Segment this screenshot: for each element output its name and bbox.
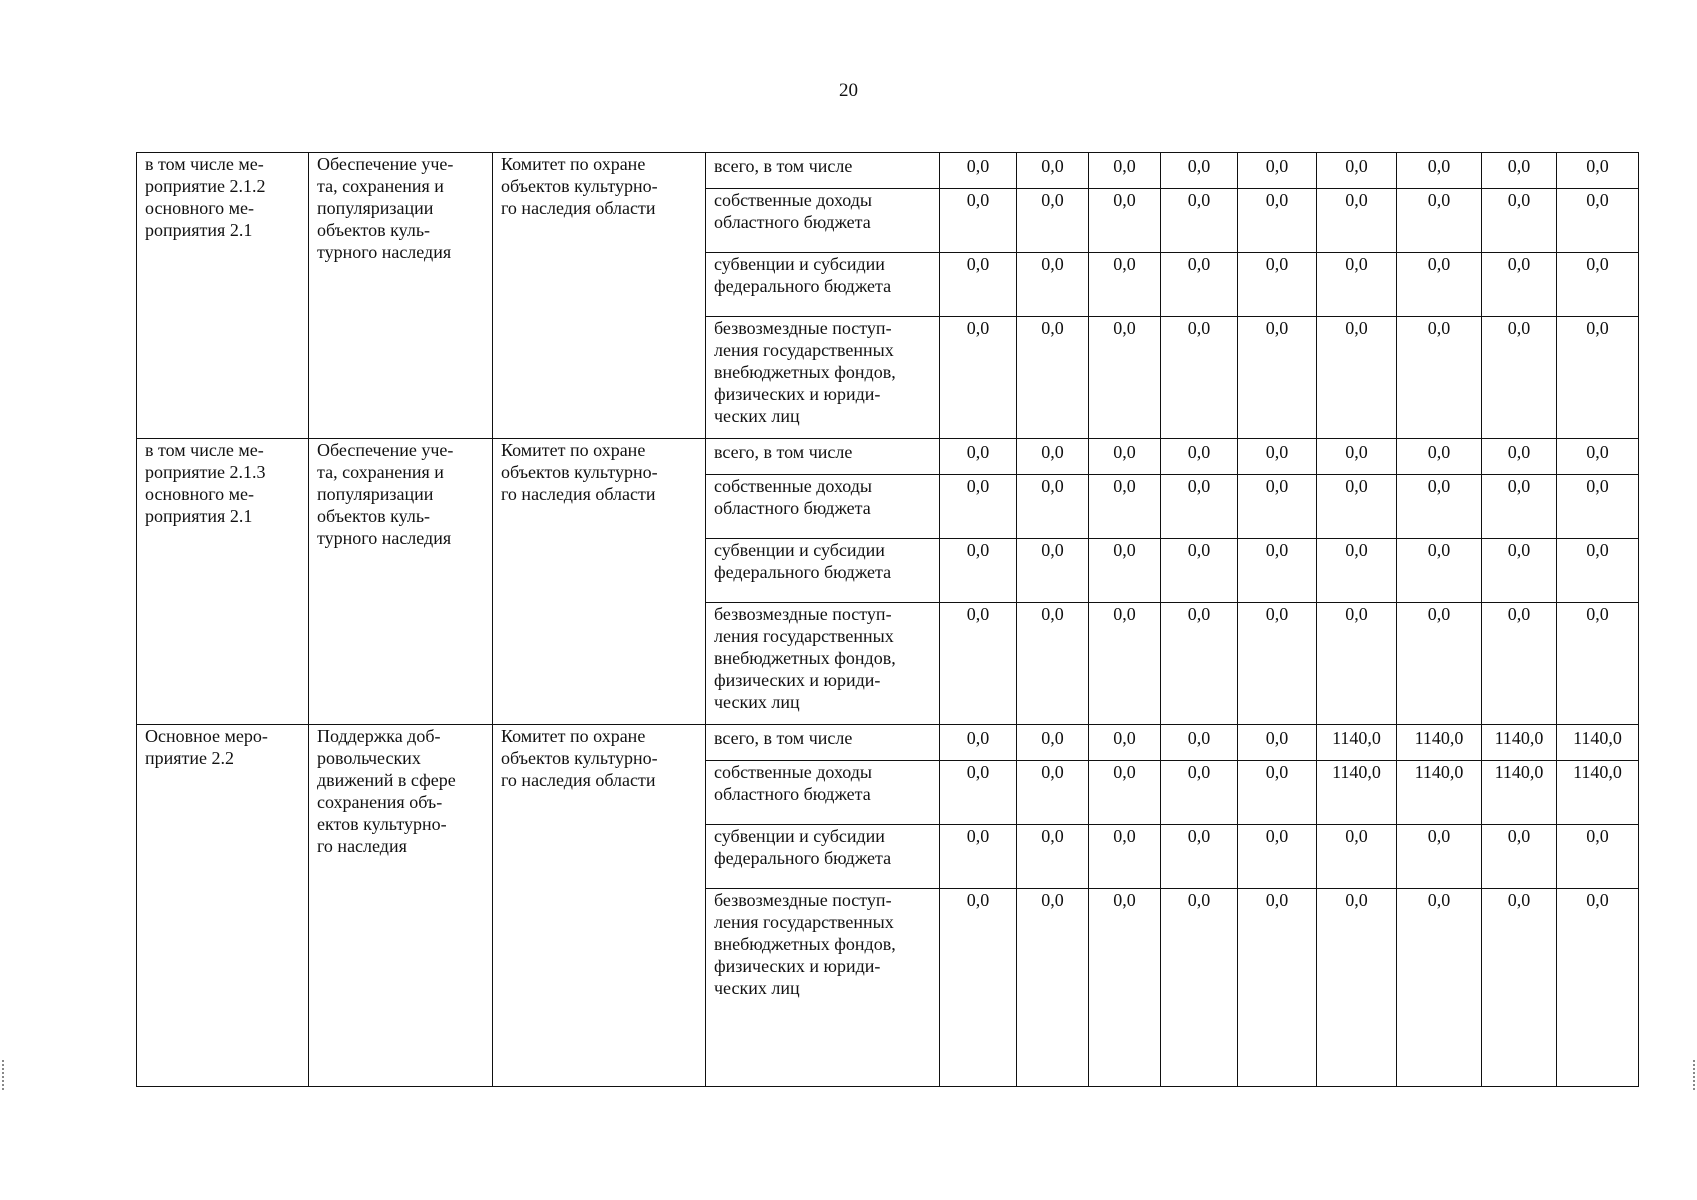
value-cell: 0,0 <box>1161 439 1238 475</box>
executor-cell: Комитет по охране объектов культурно- го наследия области <box>493 725 706 1087</box>
value-cell: 0,0 <box>940 253 1017 317</box>
table-row <box>137 725 1639 761</box>
value-cell: 1140,0 <box>1482 761 1557 825</box>
value-cell: 0,0 <box>1238 439 1317 475</box>
value-cell: 0,0 <box>1161 603 1238 725</box>
value-cell: 0,0 <box>1482 439 1557 475</box>
value-cell: 0,0 <box>1161 761 1238 825</box>
value-cell: 0,0 <box>1557 889 1639 1087</box>
value-cell: 0,0 <box>1161 539 1238 603</box>
value-cell: 0,0 <box>1482 475 1557 539</box>
measure-description-cell: Поддержка доб- ровольческих движений в сфере сохранения объ- ектов культурно- го наследия <box>309 725 493 1087</box>
measure-name-cell: в том числе ме- роприятие 2.1.2 основного ме- роприятия 2.1 <box>137 153 309 439</box>
value-cell: 0,0 <box>1317 889 1397 1087</box>
value-cell: 1140,0 <box>1317 725 1397 761</box>
measure-description-cell: Обеспечение уче- та, сохранения и популяризации объектов куль- турного наследия <box>309 439 493 725</box>
value-cell: 0,0 <box>1397 439 1482 475</box>
funding-source-cell: собственные доходы областного бюджета <box>706 189 940 253</box>
value-cell: 0,0 <box>1238 253 1317 317</box>
funding-source-cell: субвенции и субсидии федерального бюджета <box>706 539 940 603</box>
value-cell: 0,0 <box>1089 475 1161 539</box>
executor-cell: Комитет по охране объектов культурно- го наследия области <box>493 153 706 439</box>
value-cell: 0,0 <box>1017 603 1089 725</box>
value-cell: 0,0 <box>1089 189 1161 253</box>
value-cell: 0,0 <box>940 475 1017 539</box>
value-cell: 0,0 <box>940 317 1017 439</box>
value-cell: 0,0 <box>940 153 1017 189</box>
value-cell: 0,0 <box>1238 153 1317 189</box>
value-cell: 0,0 <box>1161 253 1238 317</box>
value-cell: 0,0 <box>1482 603 1557 725</box>
value-cell: 0,0 <box>1089 153 1161 189</box>
value-cell: 0,0 <box>1482 189 1557 253</box>
value-cell: 0,0 <box>1317 153 1397 189</box>
value-cell: 0,0 <box>1017 153 1089 189</box>
funding-source-cell: безвозмездные поступ- ления государственных внебюджетных фондов, физических и юриди- ческих лиц <box>706 603 940 725</box>
value-cell: 0,0 <box>1238 475 1317 539</box>
page-number: 20 <box>839 80 858 101</box>
value-cell: 0,0 <box>1017 189 1089 253</box>
value-cell: 0,0 <box>1557 189 1639 253</box>
value-cell: 0,0 <box>1161 889 1238 1087</box>
value-cell: 0,0 <box>1161 317 1238 439</box>
value-cell: 0,0 <box>1238 825 1317 889</box>
table-row <box>137 153 1639 189</box>
value-cell: 0,0 <box>1317 825 1397 889</box>
value-cell: 0,0 <box>1317 189 1397 253</box>
value-cell: 0,0 <box>1089 439 1161 475</box>
value-cell: 0,0 <box>1397 539 1482 603</box>
value-cell: 0,0 <box>1017 889 1089 1087</box>
value-cell: 0,0 <box>940 761 1017 825</box>
value-cell: 0,0 <box>1557 439 1639 475</box>
value-cell: 0,0 <box>1397 603 1482 725</box>
value-cell: 0,0 <box>1317 253 1397 317</box>
funding-source-cell: безвозмездные поступ- ления государственных внебюджетных фондов, физических и юриди- ческих лиц <box>706 317 940 439</box>
value-cell: 0,0 <box>940 825 1017 889</box>
value-cell: 0,0 <box>940 725 1017 761</box>
value-cell: 0,0 <box>1482 825 1557 889</box>
value-cell: 1140,0 <box>1317 761 1397 825</box>
value-cell: 0,0 <box>1397 317 1482 439</box>
value-cell: 1140,0 <box>1557 725 1639 761</box>
value-cell: 0,0 <box>1557 603 1639 725</box>
value-cell: 0,0 <box>1238 889 1317 1087</box>
table-row <box>137 439 1639 475</box>
funding-source-cell: собственные доходы областного бюджета <box>706 475 940 539</box>
left-edge-mark <box>2 1060 4 1090</box>
value-cell: 0,0 <box>1161 189 1238 253</box>
value-cell: 0,0 <box>1317 475 1397 539</box>
funding-source-cell: безвозмездные поступ- ления государственных внебюджетных фондов, физических и юриди- ческих лиц <box>706 889 940 1087</box>
value-cell: 0,0 <box>1161 475 1238 539</box>
value-cell: 0,0 <box>1557 317 1639 439</box>
value-cell: 0,0 <box>940 603 1017 725</box>
value-cell: 1140,0 <box>1397 725 1482 761</box>
value-cell: 0,0 <box>1482 317 1557 439</box>
funding-source-cell: субвенции и субсидии федерального бюджета <box>706 253 940 317</box>
value-cell: 0,0 <box>1017 539 1089 603</box>
value-cell: 0,0 <box>1017 825 1089 889</box>
value-cell: 0,0 <box>1482 889 1557 1087</box>
value-cell: 0,0 <box>1017 761 1089 825</box>
value-cell: 0,0 <box>1017 317 1089 439</box>
value-cell: 0,0 <box>1089 761 1161 825</box>
value-cell: 0,0 <box>1238 725 1317 761</box>
value-cell: 1140,0 <box>1397 761 1482 825</box>
table-body <box>137 153 1639 1087</box>
value-cell: 0,0 <box>1161 725 1238 761</box>
value-cell: 0,0 <box>940 889 1017 1087</box>
value-cell: 0,0 <box>1089 603 1161 725</box>
value-cell: 0,0 <box>1017 253 1089 317</box>
value-cell: 0,0 <box>1089 889 1161 1087</box>
value-cell: 0,0 <box>1238 189 1317 253</box>
value-cell: 0,0 <box>1397 889 1482 1087</box>
value-cell: 0,0 <box>1397 253 1482 317</box>
value-cell: 0,0 <box>1557 153 1639 189</box>
value-cell: 0,0 <box>1017 725 1089 761</box>
value-cell: 0,0 <box>1089 825 1161 889</box>
value-cell: 0,0 <box>1397 825 1482 889</box>
value-cell: 0,0 <box>1317 439 1397 475</box>
value-cell: 0,0 <box>1482 539 1557 603</box>
value-cell: 0,0 <box>1557 253 1639 317</box>
measure-name-cell: Основное меро- приятие 2.2 <box>137 725 309 1087</box>
value-cell: 0,0 <box>1017 475 1089 539</box>
funding-source-cell: всего, в том числе <box>706 153 940 189</box>
value-cell: 0,0 <box>1557 475 1639 539</box>
value-cell: 1140,0 <box>1557 761 1639 825</box>
value-cell: 0,0 <box>1238 761 1317 825</box>
value-cell: 0,0 <box>1482 153 1557 189</box>
value-cell: 0,0 <box>940 539 1017 603</box>
value-cell: 0,0 <box>1161 825 1238 889</box>
value-cell: 0,0 <box>1089 539 1161 603</box>
value-cell: 0,0 <box>1397 189 1482 253</box>
value-cell: 0,0 <box>1397 475 1482 539</box>
value-cell: 0,0 <box>1482 253 1557 317</box>
budget-table <box>136 152 1639 1087</box>
value-cell: 0,0 <box>1089 253 1161 317</box>
value-cell: 0,0 <box>1317 603 1397 725</box>
value-cell: 0,0 <box>1238 317 1317 439</box>
value-cell: 0,0 <box>940 189 1017 253</box>
value-cell: 0,0 <box>940 439 1017 475</box>
measure-name-cell: в том числе ме- роприятие 2.1.3 основного ме- роприятия 2.1 <box>137 439 309 725</box>
funding-source-cell: всего, в том числе <box>706 725 940 761</box>
value-cell: 0,0 <box>1017 439 1089 475</box>
value-cell: 0,0 <box>1557 825 1639 889</box>
executor-cell: Комитет по охране объектов культурно- го наследия области <box>493 439 706 725</box>
funding-source-cell: субвенции и субсидии федерального бюджета <box>706 825 940 889</box>
value-cell: 0,0 <box>1238 539 1317 603</box>
funding-source-cell: собственные доходы областного бюджета <box>706 761 940 825</box>
value-cell: 1140,0 <box>1482 725 1557 761</box>
value-cell: 0,0 <box>1317 317 1397 439</box>
funding-source-cell: всего, в том числе <box>706 439 940 475</box>
right-edge-mark <box>1693 1060 1695 1090</box>
measure-description-cell: Обеспечение уче- та, сохранения и популяризации объектов куль- турного наследия <box>309 153 493 439</box>
value-cell: 0,0 <box>1089 317 1161 439</box>
value-cell: 0,0 <box>1397 153 1482 189</box>
value-cell: 0,0 <box>1161 153 1238 189</box>
value-cell: 0,0 <box>1238 603 1317 725</box>
value-cell: 0,0 <box>1317 539 1397 603</box>
value-cell: 0,0 <box>1089 725 1161 761</box>
value-cell: 0,0 <box>1557 539 1639 603</box>
